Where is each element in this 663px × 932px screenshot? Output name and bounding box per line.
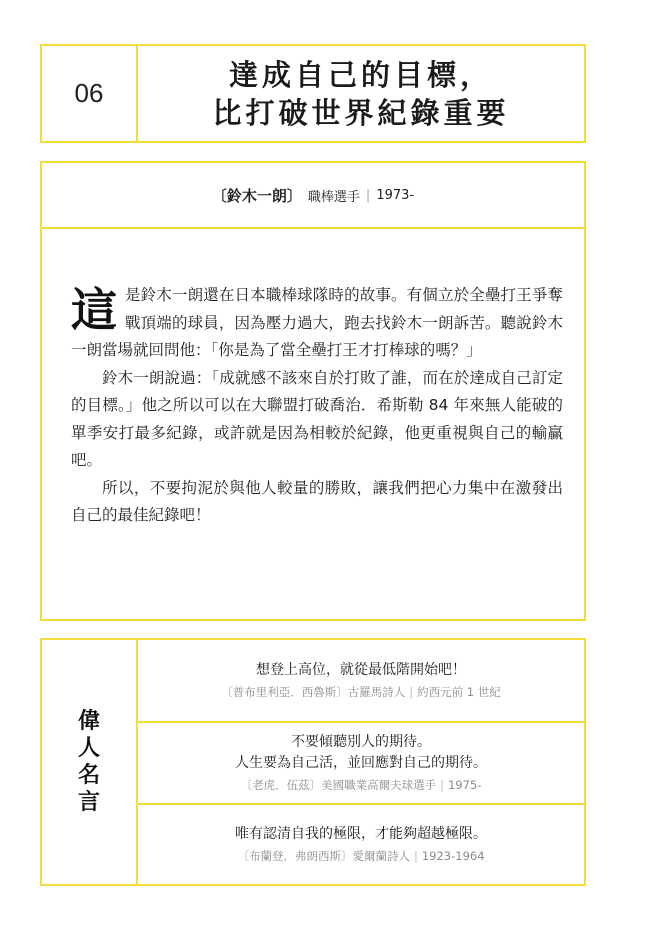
quotes-box bbox=[40, 638, 586, 886]
quote-author: 〔布蘭登．弗朗西斯〕愛爾蘭詩人 bbox=[237, 849, 410, 863]
quote-date: 1923-1964 bbox=[421, 849, 485, 863]
quote-date: 1975- bbox=[447, 778, 482, 792]
story-paragraph-2: 鈴木一朗說過：「成就感不該來自於打敗了誰，而在於達成自己訂定的目標。」他之所以可以在大聯盟打破喬治．希斯勒 84 年來無人能破的單季安打最多紀錄，或許就是因為相較於紀錄，他更重視與自己的輸贏吧。 bbox=[71, 368, 563, 469]
quote-author: 〔普布里利亞．西魯斯〕古羅馬詩人 bbox=[221, 685, 406, 699]
chapter-header bbox=[40, 44, 586, 143]
quote-item bbox=[138, 805, 584, 884]
quote-attribution: 〔布蘭登．弗朗西斯〕愛爾蘭詩人 | 1923-1964 bbox=[237, 849, 485, 863]
story-divider bbox=[42, 227, 584, 229]
person-separator: | bbox=[365, 187, 371, 203]
person-name: 〔鈴木一朗〕 bbox=[211, 186, 302, 205]
quote-text: 想登上高位，就從最低階開始吧！ bbox=[256, 662, 466, 678]
story-body bbox=[71, 282, 563, 530]
quotes-label: 偉人名言 bbox=[77, 709, 100, 815]
chapter-title-line2: 比打破世界紀錄重要 bbox=[212, 95, 510, 130]
chapter-number: 06 bbox=[74, 78, 104, 108]
quote-item bbox=[138, 640, 584, 721]
quote-attribution: 〔老虎．伍茲〕美國職業高爾夫球選手 | 1975- bbox=[240, 778, 482, 792]
chapter-title bbox=[138, 46, 584, 141]
quote-item bbox=[138, 723, 584, 803]
quote-attribution: 〔普布里利亞．西魯斯〕古羅馬詩人 | 約西元前 1 世紀 bbox=[221, 685, 501, 699]
person-year: 1973- bbox=[376, 187, 415, 203]
quotes-side bbox=[42, 640, 136, 884]
story-paragraph-1-text: 是鈴木一朗還在日本職棒球隊時的故事。有個立於全壘打王爭奪戰頂端的球員，因為壓力過大，跑去找鈴木一朗訴苦。聽說鈴木一朗當場就回問他：「你是為了當全壘打王才打棒球的嗎？」 bbox=[71, 286, 563, 359]
quote-text: 人生要為自己活，並回應對自己的期待。 bbox=[235, 755, 487, 771]
story-paragraph-3: 所以，不要拘泥於與他人較量的勝敗，讓我們把心力集中在激發出自己的最佳紀錄吧！ bbox=[71, 478, 563, 524]
quote-author: 〔老虎．伍茲〕美國職業高爾夫球選手 bbox=[240, 778, 437, 792]
drop-cap: 這 bbox=[71, 283, 117, 337]
quote-date: 約西元前 1 世紀 bbox=[417, 685, 501, 699]
story-paragraph-1 bbox=[71, 282, 563, 365]
quote-text: 不要傾聽別人的期待。 bbox=[291, 734, 431, 750]
story-box bbox=[40, 161, 586, 621]
person-role: 職棒選手 bbox=[307, 189, 360, 205]
chapter-title-line1: 達成自己的目標， bbox=[228, 57, 493, 92]
person-info bbox=[42, 163, 584, 227]
quote-text: 唯有認清自我的極限，才能夠超越極限。 bbox=[235, 826, 487, 842]
